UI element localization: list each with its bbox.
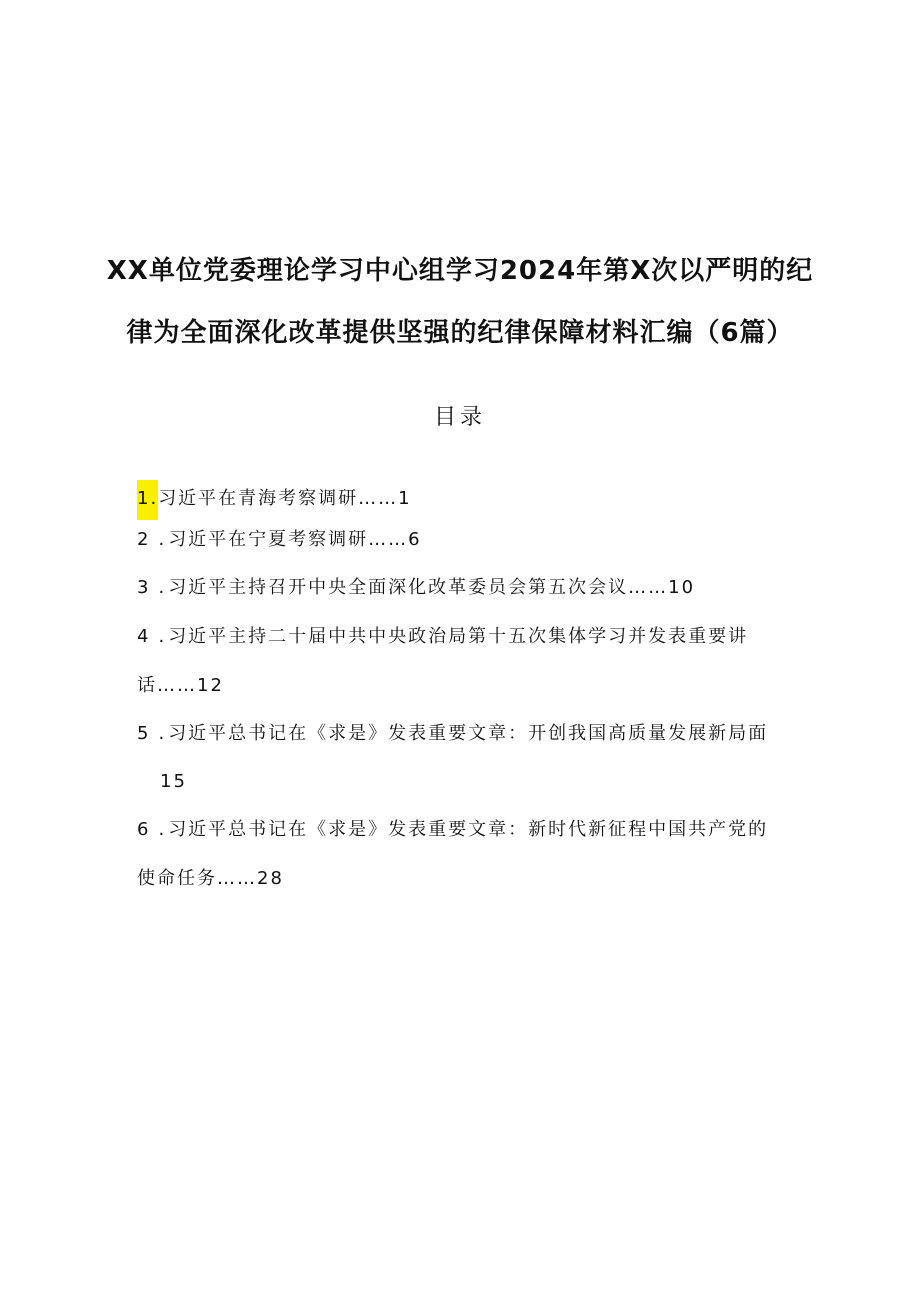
toc-item-number: 5 xyxy=(137,723,151,744)
toc-item-text: 习近平主持召开中央全面深化改革委员会第五次会议……10 xyxy=(168,577,696,598)
toc-item-1 xyxy=(137,480,412,520)
toc-item-number: 3 xyxy=(137,577,151,598)
toc-heading: 目录 xyxy=(433,405,486,430)
toc-item-text: 习近平总书记在《求是》发表重要文章：新时代新征程中国共产党的 xyxy=(168,819,769,840)
document-title-line-2: 律为全面深化改革提供坚强的纪律保障材料汇编（6篇） xyxy=(126,318,794,348)
toc-item-3: 3 . 习近平主持召开中央全面深化改革委员会第五次会议……10 xyxy=(137,575,695,601)
toc-item-4-continuation: 话……12 xyxy=(137,675,224,696)
toc-item-text: 习近平主持二十届中共中央政治局第十五次集体学习并发表重要讲 xyxy=(168,626,749,647)
toc-item-5: 5 . 习近平总书记在《求是》发表重要文章：开创我国高质量发展新局面 xyxy=(137,721,768,747)
toc-item-6-continuation: 使命任务……28 xyxy=(137,868,284,889)
toc-item-number: 6 xyxy=(137,819,151,840)
toc-item-text: 习近平在宁夏考察调研……6 xyxy=(168,529,422,550)
toc-item-4: 4 . 习近平主持二十届中共中央政治局第十五次集体学习并发表重要讲 xyxy=(137,624,748,650)
toc-item-number: 4 xyxy=(137,626,151,647)
toc-item-text: 习近平总书记在《求是》发表重要文章：开创我国高质量发展新局面 xyxy=(168,723,769,744)
toc-item-2: 2 . 习近平在宁夏考察调研……6 xyxy=(137,527,422,553)
toc-item-6: 6 . 习近平总书记在《求是》发表重要文章：新时代新征程中国共产党的 xyxy=(137,817,768,843)
toc-item-number: 2 xyxy=(137,529,151,550)
toc-item-5-continuation: 15 xyxy=(160,771,187,792)
toc-item-text: 习近平在青海考察调研……1 xyxy=(158,488,412,509)
toc-item-number: 1. xyxy=(137,480,158,520)
document-title-line-1: XX单位党委理论学习中心组学习2024年第X次以严明的纪 xyxy=(106,256,814,286)
